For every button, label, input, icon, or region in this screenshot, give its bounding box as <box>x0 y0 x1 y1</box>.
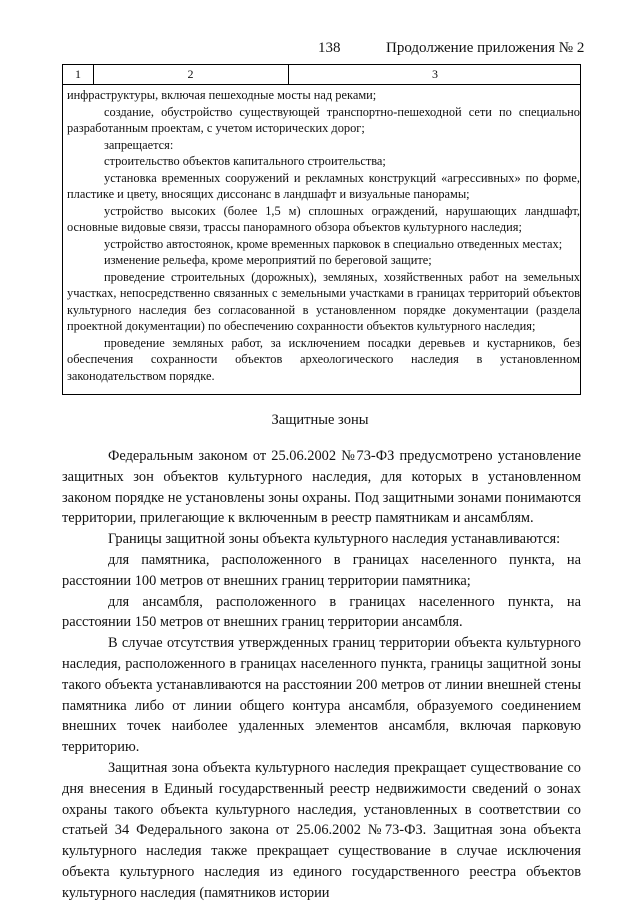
table-paragraph: устройство автостоянок, кроме временных парковок в специально отведенных местах; <box>104 236 563 251</box>
page-header <box>0 40 640 62</box>
page-number: 138 <box>318 40 341 56</box>
column-header-1: 1 <box>63 65 94 84</box>
table-paragraph: инфраструктуры, включая пешеходные мосты над реками; <box>67 88 377 102</box>
body-paragraph: Защитная зона объекта культурного наследия прекращает существование со дня внесения в Единый государственный реестр недвижимости сведений о зонах охраны такого объекта культурного наследия, установленных в соответствии со статьей 34 Федерального закона от 25.06.2002 №73-ФЗ. Защитная зона объекта культурного наследия также прекращает существование в случае исключения объекта культурного наследия из единого государственного реестра объектов культурного наследия (памятников истории <box>62 759 581 901</box>
body-paragraph: для ансамбля, расположенного в границах населенного пункта, на расстоянии 150 метров от внешних границ территории ансамбля. <box>62 593 581 631</box>
table-paragraph: устройство высоких (более 1,5 м) сплошных ограждений, нарушающих ландшафт, основные видовые связи, трассы панорамного обзора объектов культурного наследия; <box>67 203 580 234</box>
body-paragraph: Границы защитной зоны объекта культурного наследия устанавливаются: <box>108 531 561 548</box>
column-header-3: 3 <box>432 67 438 81</box>
continuation-label: Продолжение приложения № 2 <box>386 40 585 56</box>
table-paragraph: установка временных сооружений и рекламных конструкций «агрессивных» по форме, пластике и цвету, вносящих диссонанс в ландшафт и визуальные панорамы; <box>67 170 580 201</box>
body-paragraph: Федеральным законом от 25.06.2002 №73-ФЗ предусмотрено установление защитных зон объектов культурного наследия, для которых в установленном законом порядке не установлены зоны охраны. Под защитными зонами понимаются территории, прилегающие к включенным в реестр памятникам и ансамблям. <box>62 448 581 527</box>
body-paragraph: для памятника, расположенного в границах населенного пункта, на расстоянии 100 метров от внешних границ территории памятника; <box>62 551 581 589</box>
body-paragraph: В случае отсутствия утвержденных границ территории объекта культурного наследия, расположенного в границах населенного пункта, границы защитной зоны такого объекта устанавливаются на расстоянии 200 метров от линии внешней стены памятника либо от линии общего контура ансамбля, образуемого соединением внешних точек наиболее удаленных элементов ансамбля, включая парковую территорию. <box>62 635 581 756</box>
section-body <box>62 446 581 904</box>
table-paragraph: проведение земляных работ, за исключением посадки деревьев и кустарников, без обеспечения сохранности объектов археологического наследия в установленном законодательством порядке. <box>67 335 580 383</box>
table-cell-content <box>67 87 580 384</box>
table-paragraph: создание, обустройство существующей транспортно-пешеходной сети по специально разработанным проектам, с учетом исторических дорог; <box>67 104 580 135</box>
regulations-table <box>62 64 581 395</box>
column-header-2: 2 <box>93 65 289 84</box>
section-title: Защитные зоны <box>271 412 369 428</box>
table-paragraph: строительство объектов капитального строительства; <box>104 154 386 168</box>
table-header-row <box>63 65 580 85</box>
table-paragraph: изменение рельефа, кроме мероприятий по береговой защите; <box>104 253 432 267</box>
table-paragraph: проведение строительных (дорожных), земляных, хозяйственных работ на земельных участках, непосредственно связанных с земельными участками в границах территорий объектов культурного наследия без согласованной в установленном порядке документации (раздела проектной документации) по обеспечению сохранности объектов культурного наследия; <box>67 269 580 333</box>
table-paragraph: запрещается: <box>104 137 174 152</box>
